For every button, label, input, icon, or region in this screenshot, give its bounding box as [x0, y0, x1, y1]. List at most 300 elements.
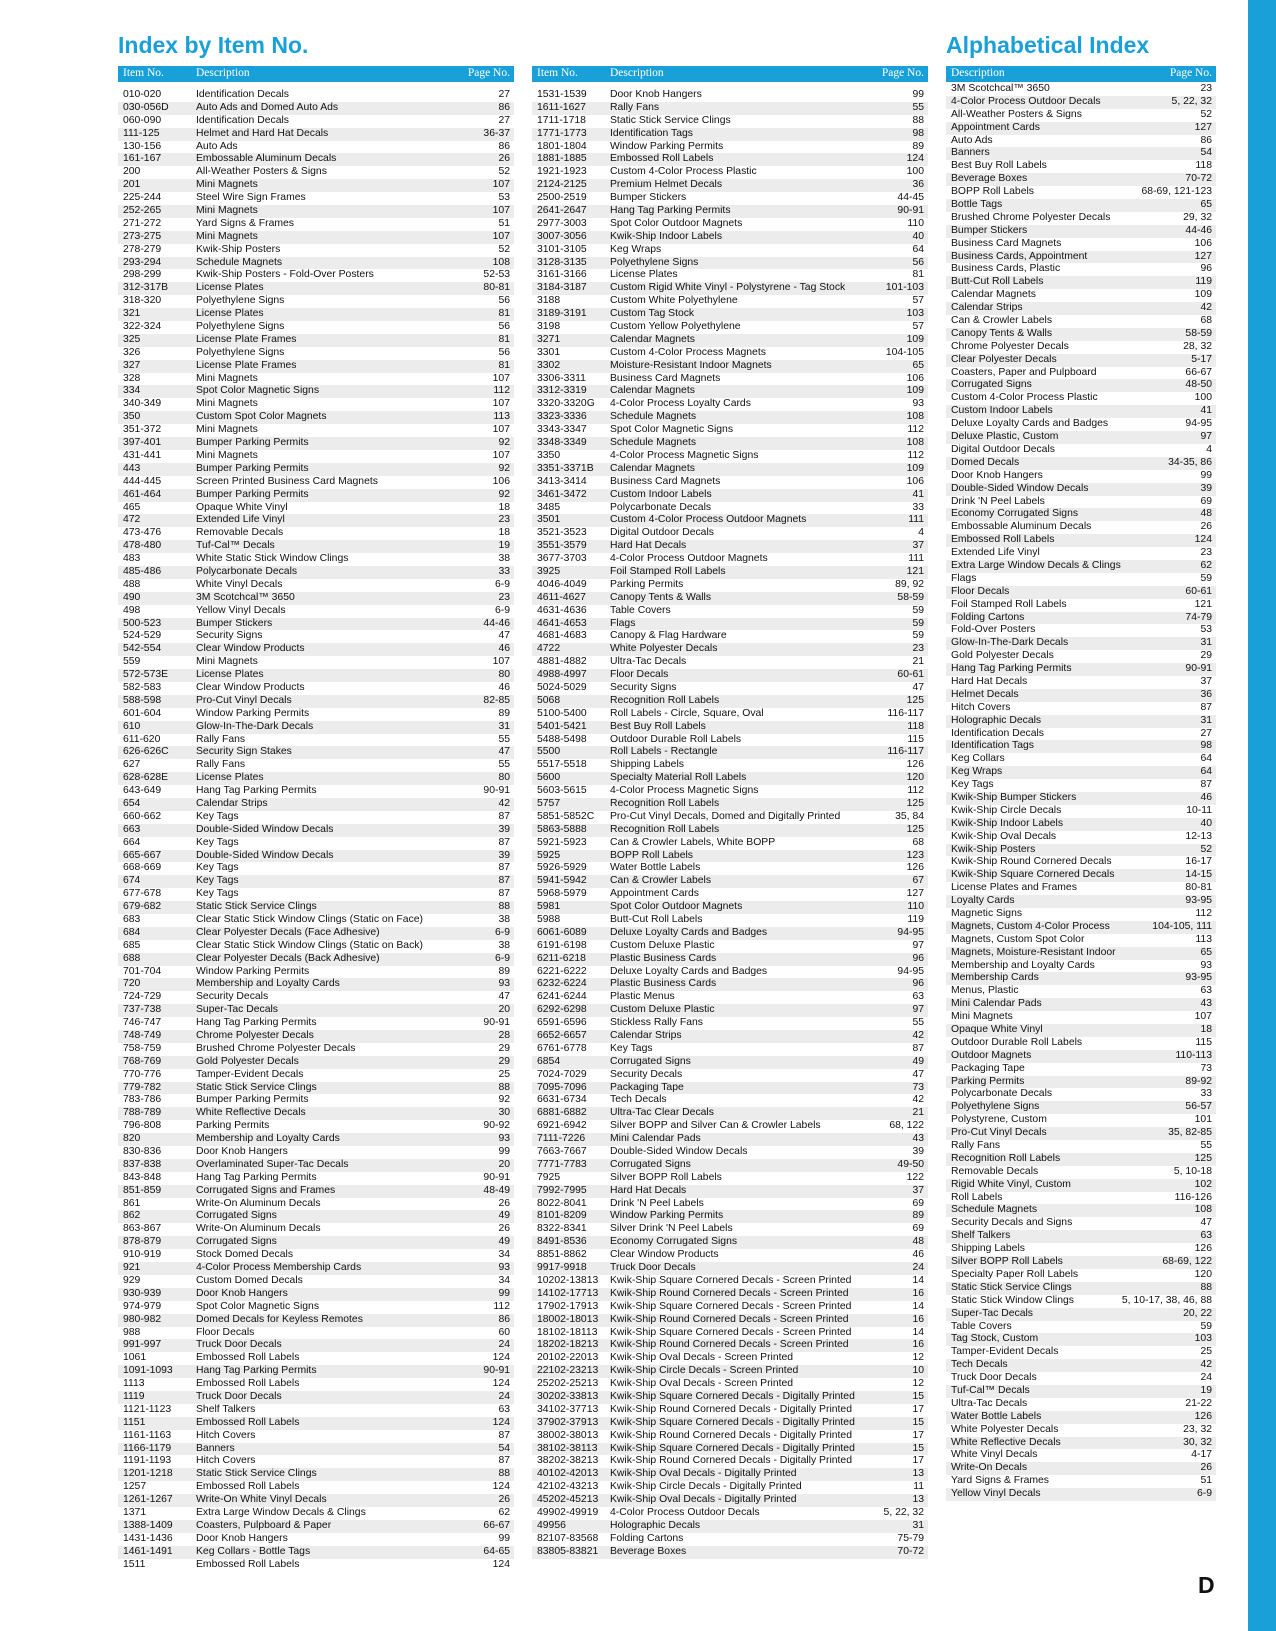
table-row	[118, 282, 514, 295]
page-no: 6-9	[494, 578, 510, 590]
table-row	[946, 444, 1216, 457]
table-row	[946, 1488, 1216, 1501]
page-no: 17	[912, 1403, 924, 1415]
item-description: Magnets, Custom Spot Color	[951, 933, 1085, 945]
table-row	[532, 669, 928, 682]
page-no: 47	[1200, 1217, 1212, 1229]
table-row	[532, 862, 928, 875]
item-no: 2500-2519	[537, 192, 587, 204]
table-row	[946, 367, 1216, 380]
table-row	[946, 521, 1216, 534]
table-row	[118, 1107, 514, 1120]
item-description: Hang Tag Parking Permits	[610, 205, 731, 217]
page-no: 16	[912, 1287, 924, 1299]
item-description: Kwik-Ship Round Cornered Decals - Digitally Printed	[610, 1429, 852, 1441]
page-no: 81	[498, 333, 510, 345]
table-row	[118, 269, 514, 282]
table-row	[532, 437, 928, 450]
item-no: 5500	[537, 746, 561, 758]
item-no: 1531-1539	[537, 89, 587, 100]
item-description: Calendar Magnets	[610, 333, 695, 345]
item-description: Foil Stamped Roll Labels	[610, 565, 726, 577]
page-no: 107	[492, 424, 510, 436]
page-no: 39	[912, 1146, 924, 1158]
page-no: 116-117	[887, 707, 924, 719]
item-description: 3M Scotchcal™ 3650	[196, 591, 295, 603]
item-no: 6854	[537, 1055, 561, 1067]
item-description: License Plates	[196, 282, 264, 294]
page-no: 41	[1200, 405, 1212, 417]
table-row	[532, 424, 928, 437]
table-row	[532, 682, 928, 695]
table-row	[118, 153, 514, 166]
item-no: 030-056D	[123, 101, 169, 113]
page-no: 6-9	[494, 952, 510, 964]
table-row	[532, 192, 928, 205]
page-no: 67	[912, 875, 924, 887]
item-description: Kwik-Ship Round Cornered Decals - Digitally Printed	[610, 1455, 852, 1467]
item-description: Door Knob Hangers	[196, 1532, 288, 1544]
table-row	[118, 1172, 514, 1185]
page-no: 90-91	[483, 1017, 510, 1029]
item-description: Keg Collars	[951, 753, 1005, 765]
item-no: 683	[123, 914, 141, 925]
table-row	[118, 888, 514, 901]
page-no: 111	[908, 553, 924, 565]
item-no: 8322-8341	[537, 1223, 587, 1235]
table-row	[532, 89, 928, 102]
page-no: 55	[912, 101, 924, 113]
item-no: 7663-7667	[537, 1146, 587, 1158]
item-description: Helmet and Hard Hat Decals	[196, 127, 329, 139]
table-row	[946, 379, 1216, 392]
page-no: 30	[498, 1107, 510, 1119]
page-no: 124	[1194, 534, 1212, 546]
item-description: Schedule Magnets	[610, 411, 697, 423]
item-description: Recognition Roll Labels	[610, 694, 720, 706]
item-no: 8851-8862	[537, 1249, 587, 1261]
table-row	[532, 1520, 928, 1533]
item-description: Calendar Strips	[951, 302, 1023, 314]
item-description: Embossed Roll Labels	[610, 153, 714, 165]
page-no: 24	[498, 1339, 510, 1351]
item-description: Floor Decals	[951, 585, 1010, 597]
item-no: 7111-7226	[537, 1133, 586, 1145]
table-row	[946, 599, 1216, 612]
page-no: 53	[1200, 624, 1212, 636]
item-description: Holographic Decals	[610, 1519, 701, 1531]
item-description: Kwik-Ship Indoor Labels	[610, 230, 723, 242]
page-no: 59	[1200, 572, 1212, 584]
page-no: 17	[912, 1429, 924, 1441]
item-description: Parking Permits	[610, 578, 684, 590]
item-description: Magnets, Moisture-Resistant Indoor	[951, 946, 1116, 958]
page-no: 119	[1195, 276, 1212, 288]
item-no: 1801-1804	[537, 140, 587, 152]
page-no: 10-11	[1186, 804, 1212, 816]
page-no: 106	[1194, 237, 1212, 249]
item-description: Brushed Chrome Polyester Decals	[196, 1042, 356, 1054]
page-no: 115	[1195, 1036, 1212, 1048]
page-no: 20, 22	[1183, 1307, 1212, 1319]
item-no: 929	[123, 1274, 141, 1286]
table-row	[118, 734, 514, 747]
page-no: 90-91	[483, 1365, 510, 1377]
table-row	[118, 373, 514, 386]
item-description: Custom Deluxe Plastic	[610, 939, 715, 951]
table-row	[118, 940, 514, 953]
item-description: Membership Cards	[951, 972, 1039, 984]
table-row	[118, 1210, 514, 1223]
item-no: 465	[123, 501, 141, 513]
item-no: 779-782	[123, 1081, 162, 1093]
item-no: 1511	[123, 1558, 146, 1570]
page-no: 44-46	[483, 617, 510, 629]
item-description: Security Decals and Signs	[951, 1217, 1073, 1229]
item-description: Custom Spot Color Magnets	[196, 411, 327, 423]
page-no: 88	[498, 901, 510, 913]
page-no: 63	[1200, 985, 1212, 997]
table-row	[946, 1153, 1216, 1166]
page-no: 80-81	[483, 282, 510, 294]
item-no: 4881-4882	[537, 656, 587, 668]
table-row	[118, 811, 514, 824]
table-row	[946, 1359, 1216, 1372]
item-description: Schedule Magnets	[610, 437, 697, 449]
table-row	[532, 269, 928, 282]
item-description: Can & Crowler Labels, White BOPP	[610, 836, 776, 848]
item-description: Clear Window Products	[610, 1249, 719, 1261]
page-no: 93	[912, 398, 924, 410]
table-row	[532, 308, 928, 321]
table-row	[532, 450, 928, 463]
item-no: 4722	[537, 643, 561, 655]
item-no: 1881-1885	[537, 153, 587, 165]
page-no: 46	[912, 1249, 924, 1261]
page-no: 69	[912, 1223, 924, 1235]
item-description: Business Card Magnets	[610, 475, 721, 487]
table-row	[946, 663, 1216, 676]
item-no: 1611-1627	[537, 101, 586, 113]
item-no: 724-729	[123, 991, 162, 1003]
page-no: 68-69, 121-123	[1141, 186, 1212, 198]
table-row	[118, 1159, 514, 1172]
item-no: 5757	[537, 797, 561, 809]
item-description: Mini Magnets	[196, 205, 258, 217]
item-no: 6061-6089	[537, 926, 587, 938]
page-no: 31	[1200, 637, 1212, 649]
table-row	[946, 354, 1216, 367]
table-row	[946, 1424, 1216, 1437]
page-no: 69	[1200, 495, 1212, 507]
table-row	[532, 1365, 928, 1378]
item-no: 851-859	[123, 1184, 162, 1196]
page-no: 127	[1194, 250, 1212, 262]
page-no: 110-113	[1175, 1049, 1212, 1061]
table-row	[532, 1455, 928, 1468]
table-row	[118, 875, 514, 888]
table-row	[532, 1185, 928, 1198]
item-no: 1261-1267	[123, 1494, 173, 1506]
page-no: 27	[498, 89, 510, 100]
page-no: 55	[498, 759, 510, 771]
table-row	[946, 1411, 1216, 1424]
table-row	[946, 1063, 1216, 1076]
page-no: 88	[498, 1468, 510, 1480]
item-description: Keg Wraps	[951, 766, 1003, 778]
item-no: 1161-1163	[123, 1429, 172, 1441]
item-description: Polyethylene Signs	[196, 295, 285, 307]
table-row	[118, 437, 514, 450]
item-description: Yard Signs & Frames	[196, 217, 294, 229]
item-description: Kwik-Ship Oval Decals - Digitally Printed	[610, 1494, 797, 1506]
page-no: 116-117	[887, 746, 924, 758]
table-row	[946, 199, 1216, 212]
item-no: 278-279	[123, 243, 162, 255]
table-row	[118, 772, 514, 785]
item-no: 350	[123, 411, 141, 423]
item-description: Hitch Covers	[196, 1429, 256, 1441]
page-no: 112	[493, 385, 510, 397]
page-no: 33	[498, 565, 510, 577]
item-no: 572-573E	[123, 669, 169, 681]
item-description: Window Parking Permits	[610, 140, 724, 152]
item-description: Banners	[951, 147, 990, 159]
page-no: 89, 92	[895, 578, 924, 590]
item-no: 1431-1436	[123, 1532, 173, 1544]
index-by-item-title: Index by Item No.	[118, 32, 309, 58]
table-row	[532, 1004, 928, 1017]
table-row	[532, 824, 928, 837]
page-no: 63	[498, 1403, 510, 1415]
page-no: 92	[498, 1094, 510, 1106]
table-row	[532, 1275, 928, 1288]
item-description: Bottle Tags	[951, 199, 1003, 211]
item-description: Holographic Decals	[951, 714, 1042, 726]
item-description: White Reflective Decals	[951, 1436, 1061, 1448]
page-no: 16-17	[1185, 856, 1212, 868]
item-description: Hang Tag Parking Permits	[196, 785, 317, 797]
table-row	[946, 1256, 1216, 1269]
table-row	[532, 708, 928, 721]
item-no: 679-682	[123, 901, 162, 913]
item-no: 559	[123, 656, 141, 668]
item-description: Opaque White Vinyl	[951, 1024, 1043, 1036]
item-description: Silver BOPP Roll Labels	[610, 1171, 722, 1183]
item-description: Removable Decals	[196, 527, 284, 539]
page-no: 125	[906, 823, 924, 835]
item-no: 38002-38013	[537, 1429, 599, 1441]
table-row	[532, 489, 928, 502]
table-row	[532, 398, 928, 411]
page-no: 48	[912, 1236, 924, 1248]
page-no: 106	[906, 475, 924, 487]
page-no: 33	[912, 501, 924, 513]
item-no: 45202-45213	[537, 1494, 599, 1506]
table-row	[532, 1069, 928, 1082]
table-row	[118, 914, 514, 927]
page-no: 113	[1195, 933, 1212, 945]
item-description: Custom White Polyethylene	[610, 295, 738, 307]
item-no: 626-626C	[123, 746, 169, 758]
table-row	[118, 398, 514, 411]
item-description: Super-Tac Decals	[951, 1307, 1034, 1319]
table-row	[118, 1365, 514, 1378]
item-description: Calendar Strips	[610, 1030, 682, 1042]
item-description: Parking Permits	[196, 1120, 270, 1132]
item-no: 542-554	[123, 643, 162, 655]
page-no: 94-95	[897, 965, 924, 977]
item-no: 326	[123, 346, 141, 358]
item-description: Business Cards, Plastic	[951, 263, 1061, 275]
item-description: Custom 4-Color Process Plastic	[610, 166, 757, 178]
table-row	[946, 1011, 1216, 1024]
table-row	[532, 746, 928, 759]
header-description: Description	[951, 67, 1005, 79]
page-no: 51	[498, 217, 510, 229]
page-no: 97	[912, 1004, 924, 1016]
item-no: 3007-3056	[537, 230, 587, 242]
table-row	[532, 991, 928, 1004]
item-no: 6211-6218	[537, 952, 586, 964]
page-no: 62	[498, 1506, 510, 1518]
page-no: 28	[498, 1030, 510, 1042]
page-no: 46	[498, 643, 510, 655]
page-no: 6-9	[494, 926, 510, 938]
item-description: Hang Tag Parking Permits	[196, 1171, 317, 1183]
item-description: Hitch Covers	[951, 701, 1011, 713]
page-no: 59	[912, 604, 924, 616]
item-no: 8101-8209	[537, 1210, 587, 1222]
item-no: 921	[123, 1262, 141, 1274]
item-description: Magnets, Custom 4-Color Process	[951, 920, 1110, 932]
table-row	[946, 869, 1216, 882]
item-no: 30202-33813	[537, 1390, 599, 1402]
table-row	[532, 1094, 928, 1107]
table-row	[118, 141, 514, 154]
page-no: 35, 82-85	[1168, 1127, 1212, 1139]
item-no: 312-317B	[123, 282, 169, 294]
table-row	[946, 1372, 1216, 1385]
table-row	[118, 592, 514, 605]
page-no: 49	[498, 1236, 510, 1248]
table-row	[946, 483, 1216, 496]
table-row	[118, 1030, 514, 1043]
page-no: 111	[908, 514, 924, 526]
item-description: Mini Calendar Pads	[951, 998, 1042, 1010]
page-no: 29	[498, 1042, 510, 1054]
table-row	[532, 940, 928, 953]
item-no: 7771-7783	[537, 1158, 587, 1170]
table-row	[532, 1223, 928, 1236]
item-description: Custom Yellow Polyethylene	[610, 321, 741, 333]
table-row	[532, 166, 928, 179]
table-row	[946, 586, 1216, 599]
item-description: Coasters, Pulpboard & Paper	[196, 1519, 332, 1531]
item-index-table-2	[532, 66, 928, 1559]
item-no: 627	[123, 759, 141, 771]
item-description: White Polyester Decals	[951, 1423, 1059, 1435]
table-row	[946, 1024, 1216, 1037]
item-description: Embossed Roll Labels	[196, 1416, 300, 1428]
item-description: Key Tags	[196, 862, 239, 874]
table-row	[118, 257, 514, 270]
header-page-no: Page No.	[881, 67, 924, 79]
item-description: Embossed Roll Labels	[196, 1378, 300, 1390]
item-description: Kwik-Ship Square Cornered Decals - Digitally Printed	[610, 1442, 855, 1454]
table-row	[118, 630, 514, 643]
item-no: 498	[123, 604, 141, 616]
page-no: 20	[498, 1158, 510, 1170]
table-row	[946, 1140, 1216, 1153]
item-description: Bumper Parking Permits	[196, 488, 309, 500]
page-no: 56	[912, 256, 924, 268]
item-description: License Plates	[196, 308, 264, 320]
table-row	[118, 1327, 514, 1340]
table-row	[532, 115, 928, 128]
item-description: Corrugated Signs	[196, 1236, 277, 1248]
item-description: Ultra-Tac Decals	[610, 656, 687, 668]
item-description: Stickless Rally Fans	[610, 1017, 703, 1029]
item-description: Ultra-Tac Clear Decals	[610, 1107, 714, 1119]
item-description: Clear Static Stick Window Clings (Static on Back)	[196, 939, 423, 951]
table-row	[946, 238, 1216, 251]
item-no: 478-480	[123, 540, 162, 552]
item-no: 273-275	[123, 230, 162, 242]
item-description: Door Knob Hangers	[951, 469, 1043, 481]
item-no: 3485	[537, 501, 561, 513]
table-row	[532, 875, 928, 888]
table-row	[946, 1321, 1216, 1334]
item-no: 293-294	[123, 256, 162, 268]
page-no: 82-85	[483, 694, 510, 706]
page-no: 29	[498, 1055, 510, 1067]
item-no: 340-349	[123, 398, 162, 410]
page-no: 36	[1200, 688, 1212, 700]
item-description: White Reflective Decals	[196, 1107, 306, 1119]
item-description: 3M Scotchcal™ 3650	[951, 83, 1050, 94]
page-no: 37	[912, 540, 924, 552]
table-row	[532, 1017, 928, 1030]
page-no: 88	[498, 1081, 510, 1093]
table-row	[946, 392, 1216, 405]
item-description: Tech Decals	[951, 1359, 1008, 1371]
item-no: 2977-3003	[537, 217, 587, 229]
item-description: Mini Magnets	[196, 449, 258, 461]
table-row	[118, 927, 514, 940]
item-no: 6232-6224	[537, 978, 587, 990]
item-no: 5988	[537, 914, 561, 925]
table-row	[118, 824, 514, 837]
item-description: Custom Tag Stock	[610, 308, 695, 320]
item-description: Static Stick Service Clings	[196, 1468, 317, 1480]
item-no: 1257	[123, 1481, 147, 1493]
page-no: 63	[912, 991, 924, 1003]
table-row	[118, 1133, 514, 1146]
table-row	[946, 147, 1216, 160]
table-row	[118, 901, 514, 914]
table-row	[118, 1391, 514, 1404]
table-row	[532, 141, 928, 154]
item-no: 3306-3311	[537, 372, 586, 384]
table-row	[946, 263, 1216, 276]
page-no: 87	[498, 836, 510, 848]
item-no: 796-808	[123, 1120, 162, 1132]
table-row	[118, 308, 514, 321]
page-no: 70-72	[1185, 173, 1212, 185]
item-description: Key Tags	[610, 1042, 653, 1054]
table-row	[532, 373, 928, 386]
